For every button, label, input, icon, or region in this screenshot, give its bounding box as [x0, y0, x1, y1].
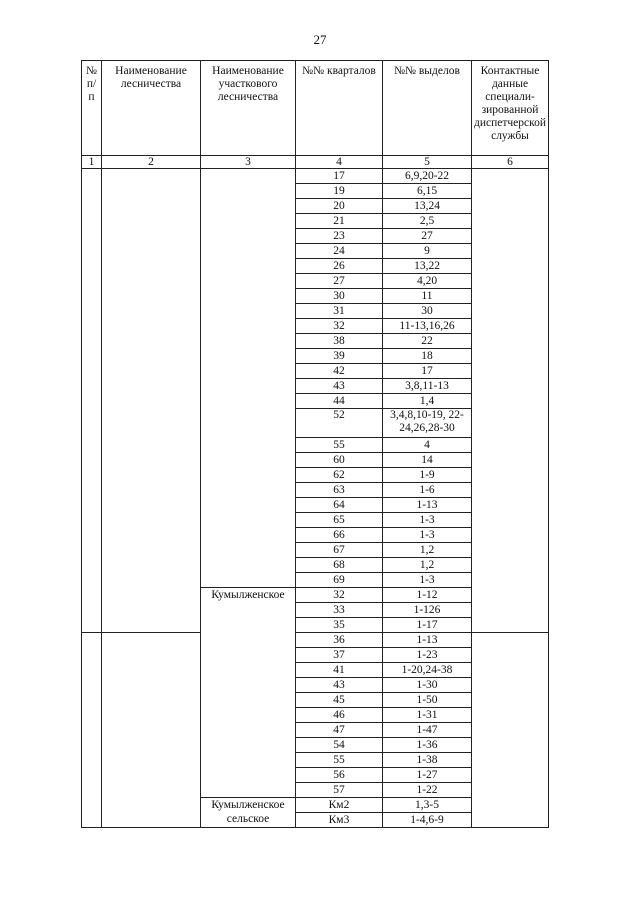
quarter-cell: 32 [296, 588, 383, 603]
quarter-cell: 39 [296, 349, 383, 364]
quarter-cell: 42 [296, 364, 383, 379]
table-row [82, 169, 549, 184]
quarter-cell: 43 [296, 379, 383, 394]
quarter-cell: 30 [296, 289, 383, 304]
allotment-cell: 3,4,8,10-19, 22-24,26,28-30 [383, 409, 472, 438]
allotment-cell: 1-47 [383, 723, 472, 738]
quarter-cell: 27 [296, 274, 383, 289]
column-number-row [82, 156, 549, 169]
quarter-cell: 47 [296, 723, 383, 738]
quarter-cell: 19 [296, 184, 383, 199]
quarter-cell: 37 [296, 648, 383, 663]
quarter-cell: 46 [296, 708, 383, 723]
quarter-cell: 41 [296, 663, 383, 678]
allotment-cell: 1-13 [383, 498, 472, 513]
quarter-cell: 21 [296, 214, 383, 229]
district-forestry-cell: Кумылженское сельское [201, 798, 296, 828]
allotment-cell: 30 [383, 304, 472, 319]
quarter-cell: 64 [296, 498, 383, 513]
allotment-cell: 6,9,20-22 [383, 169, 472, 184]
allotment-cell: 1-13 [383, 633, 472, 648]
allotment-cell: 1-9 [383, 468, 472, 483]
quarter-cell: 26 [296, 259, 383, 274]
quarter-cell: 67 [296, 543, 383, 558]
allotment-cell: 1-50 [383, 693, 472, 708]
allotment-cell: 11 [383, 289, 472, 304]
header-row [82, 61, 549, 156]
allotment-cell: 1-6 [383, 483, 472, 498]
dispatch-contact-cell [472, 633, 549, 828]
allotment-cell: 1-20,24-38 [383, 663, 472, 678]
allotment-cell: 4 [383, 438, 472, 453]
dispatch-contact-cell [472, 169, 549, 633]
quarter-cell: 32 [296, 319, 383, 334]
allotment-cell: 1-3 [383, 573, 472, 588]
forestry-table [81, 60, 549, 828]
allotment-cell: 22 [383, 334, 472, 349]
column-number: 4 [296, 156, 383, 169]
quarter-cell: 66 [296, 528, 383, 543]
allotment-cell: 14 [383, 453, 472, 468]
column-number: 5 [383, 156, 472, 169]
allotment-cell: 18 [383, 349, 472, 364]
district-forestry-cell: Кумылженское [201, 588, 296, 798]
quarter-cell: 31 [296, 304, 383, 319]
allotment-cell: 1-36 [383, 738, 472, 753]
allotment-cell: 1-3 [383, 528, 472, 543]
header-district-forestry: Наименование участкового лесничества [201, 61, 296, 156]
header-quarters: №№ кварталов [296, 61, 383, 156]
quarter-cell: 33 [296, 603, 383, 618]
quarter-cell: 56 [296, 768, 383, 783]
quarter-cell: 54 [296, 738, 383, 753]
page-number: 27 [313, 32, 327, 47]
allotment-cell: 1-31 [383, 708, 472, 723]
allotment-cell: 3,8,11-13 [383, 379, 472, 394]
allotment-cell: 1-3 [383, 513, 472, 528]
quarter-cell: 57 [296, 783, 383, 798]
quarter-cell: 45 [296, 693, 383, 708]
allotment-cell: 13,22 [383, 259, 472, 274]
quarter-cell: 52 [296, 409, 383, 438]
allotment-cell: 27 [383, 229, 472, 244]
allotment-cell: 11-13,16,26 [383, 319, 472, 334]
allotment-cell: 1,4 [383, 394, 472, 409]
row-number-cell [82, 169, 102, 633]
allotment-cell: 1-12 [383, 588, 472, 603]
table-row [82, 633, 549, 648]
allotment-cell: 1,3-5 [383, 798, 472, 813]
quarter-cell: 35 [296, 618, 383, 633]
allotment-cell: 17 [383, 364, 472, 379]
quarter-cell: 23 [296, 229, 383, 244]
allotment-cell: 4,20 [383, 274, 472, 289]
quarter-cell: 69 [296, 573, 383, 588]
header-row-number: № п/п [82, 61, 102, 156]
allotment-cell: 1-30 [383, 678, 472, 693]
quarter-cell: Км3 [296, 813, 383, 828]
header-allotments: №№ выделов [383, 61, 472, 156]
quarter-cell: 68 [296, 558, 383, 573]
row-number-cell [82, 633, 102, 828]
quarter-cell: 60 [296, 453, 383, 468]
quarter-cell: 62 [296, 468, 383, 483]
allotment-cell: 1-22 [383, 783, 472, 798]
allotment-cell: 1-38 [383, 753, 472, 768]
allotment-cell: 13,24 [383, 199, 472, 214]
allotment-cell: 2,5 [383, 214, 472, 229]
allotment-cell: 1-27 [383, 768, 472, 783]
table-body [82, 169, 549, 828]
quarter-cell: Км2 [296, 798, 383, 813]
quarter-cell: 24 [296, 244, 383, 259]
allotment-cell: 1-4,6-9 [383, 813, 472, 828]
quarter-cell: 63 [296, 483, 383, 498]
allotment-cell: 6,15 [383, 184, 472, 199]
quarter-cell: 38 [296, 334, 383, 349]
column-number: 3 [201, 156, 296, 169]
forestry-cell [102, 633, 201, 828]
header-dispatch-contacts: Контактные данные специали-зированной диспетчерской службы [472, 61, 549, 156]
allotment-cell: 1-126 [383, 603, 472, 618]
allotment-cell: 1,2 [383, 543, 472, 558]
district-forestry-cell [201, 169, 296, 588]
allotment-cell: 1-23 [383, 648, 472, 663]
column-number: 2 [102, 156, 201, 169]
quarter-cell: 44 [296, 394, 383, 409]
quarter-cell: 65 [296, 513, 383, 528]
quarter-cell: 55 [296, 753, 383, 768]
column-number: 1 [82, 156, 102, 169]
header-forestry: Наименование лесничества [102, 61, 201, 156]
allotment-cell: 1-17 [383, 618, 472, 633]
quarter-cell: 17 [296, 169, 383, 184]
quarter-cell: 20 [296, 199, 383, 214]
quarter-cell: 55 [296, 438, 383, 453]
allotment-cell: 1,2 [383, 558, 472, 573]
column-number: 6 [472, 156, 549, 169]
quarter-cell: 43 [296, 678, 383, 693]
quarter-cell: 36 [296, 633, 383, 648]
allotment-cell: 9 [383, 244, 472, 259]
forestry-cell [102, 169, 201, 633]
